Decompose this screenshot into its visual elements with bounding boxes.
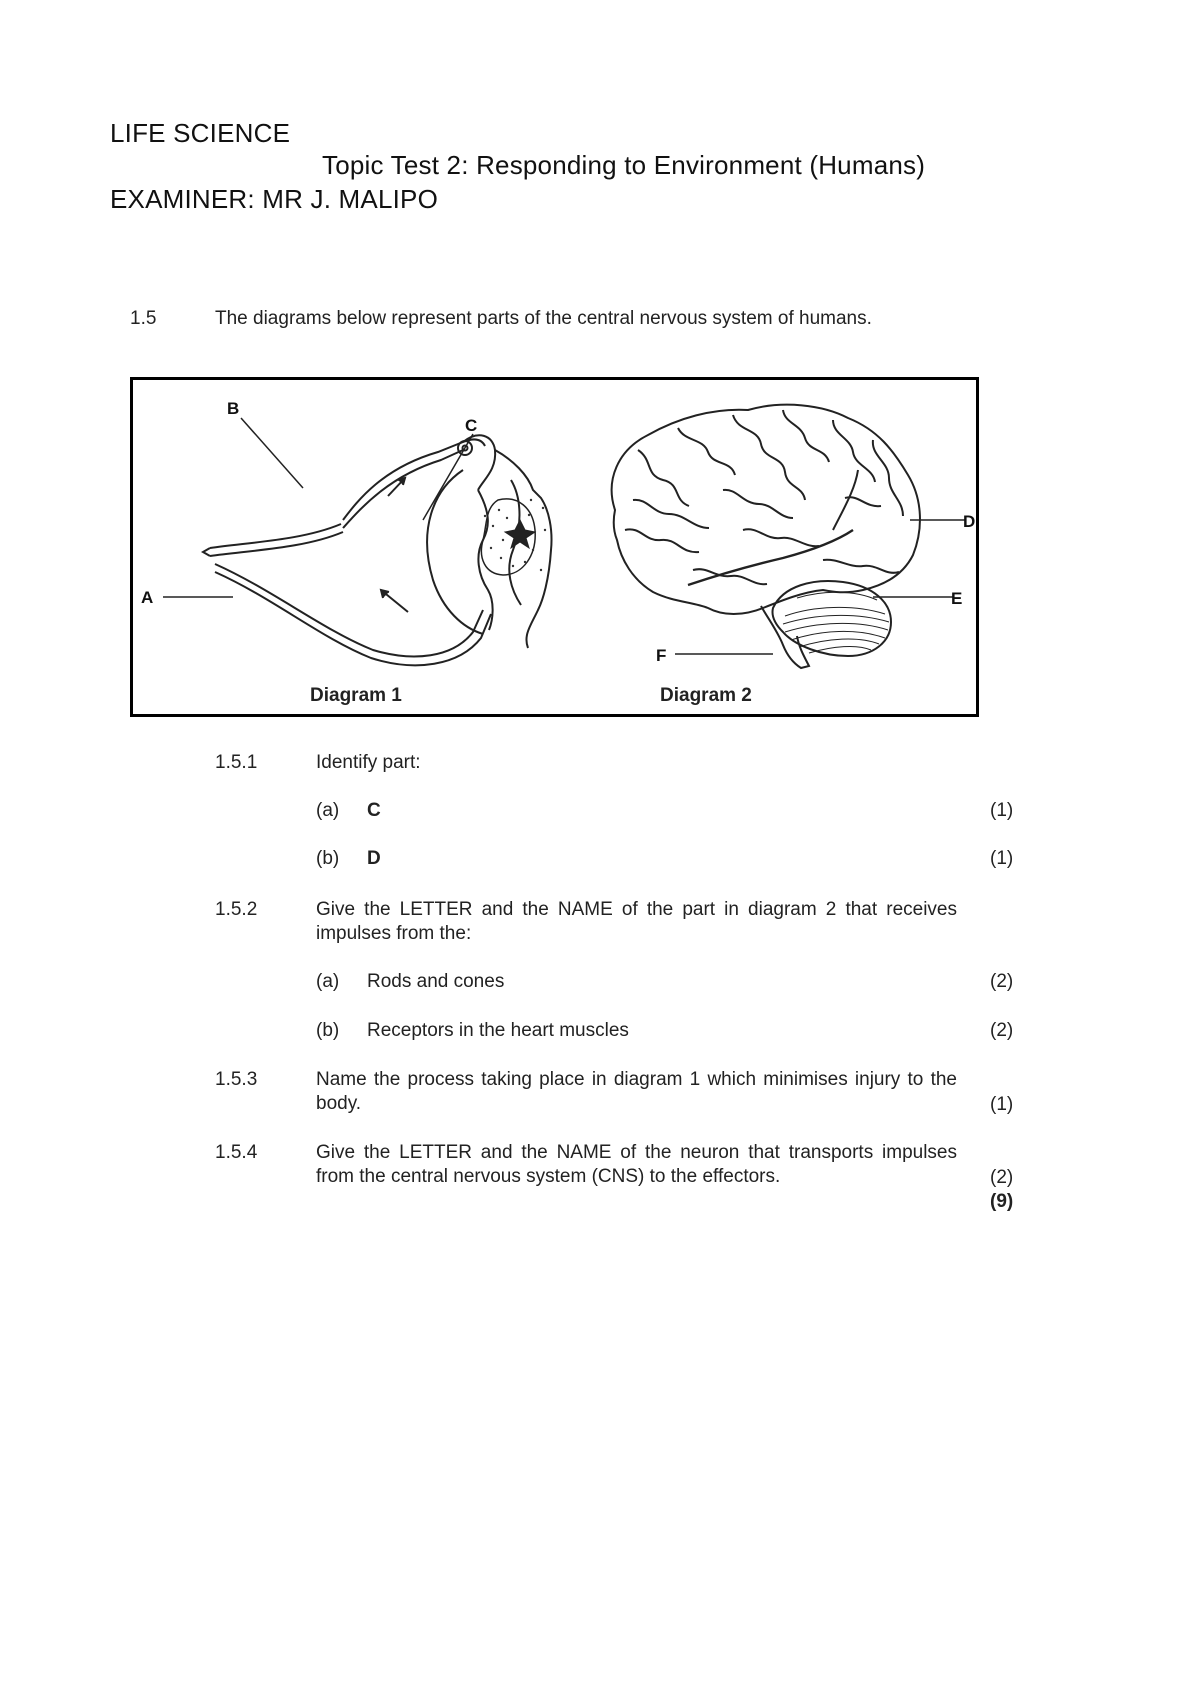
question-intro: The diagrams below represent parts of the central nervous system of humans.: [215, 308, 872, 329]
test-title: Topic Test 2: Responding to Environment (Humans): [322, 150, 926, 180]
subquestion-text: Identify part:: [316, 752, 421, 773]
leader-line-b: [241, 418, 303, 488]
subquestion-number: 1.5.1: [215, 752, 258, 773]
diagram-1-caption: Diagram 1: [310, 685, 402, 706]
label-e: E: [951, 589, 963, 608]
diagram-1-labels: [141, 399, 477, 607]
part-text: D: [367, 848, 381, 869]
total-mark: (9): [990, 1191, 1014, 1212]
diagram-1-reflex-arc: [203, 435, 552, 665]
part-text: Receptors in the heart muscles: [367, 1020, 629, 1041]
leader-line-c: [423, 434, 473, 520]
label-d: D: [963, 512, 976, 531]
examiner-line: EXAMINER: MR J. MALIPO: [110, 184, 439, 214]
part-mark: (1): [990, 848, 1014, 869]
part-text: Rods and cones: [367, 971, 505, 992]
label-a: A: [141, 588, 154, 607]
diagram-2-caption: Diagram 2: [660, 685, 752, 706]
part-text: C: [367, 800, 381, 821]
part-mark: (2): [990, 971, 1014, 992]
subquestion-number: 1.5.3: [215, 1069, 258, 1090]
part-mark: (2): [990, 1020, 1014, 1041]
subquestion-number: 1.5.2: [215, 899, 258, 920]
subquestion-text: Give the LETTER and the NAME of the part in diagram 2 that receives impulses from the:: [316, 899, 957, 944]
subquestion-mark: (1): [990, 1094, 1014, 1115]
label-b: B: [227, 399, 240, 418]
subquestion-mark: (2): [990, 1167, 1014, 1188]
part-letter: (b): [316, 1020, 340, 1041]
subquestion-text: Name the process taking place in diagram 1 which minimises injury to the body.: [316, 1069, 957, 1114]
diagram-2-brain: [612, 405, 920, 668]
subquestion-number: 1.5.4: [215, 1142, 258, 1163]
part-letter: (b): [316, 848, 340, 869]
label-f: F: [656, 646, 667, 665]
figure-box: [130, 377, 979, 717]
part-letter: (a): [316, 800, 340, 821]
part-mark: (1): [990, 800, 1014, 821]
subject-heading: LIFE SCIENCE: [110, 118, 291, 148]
label-c: C: [465, 416, 478, 435]
question-number: 1.5: [130, 308, 157, 329]
diagrams-svg: [133, 380, 976, 714]
subquestion-text: Give the LETTER and the NAME of the neuron that transports impulses from the central nervous system (CNS) to the effectors.: [316, 1142, 957, 1187]
part-letter: (a): [316, 971, 340, 992]
